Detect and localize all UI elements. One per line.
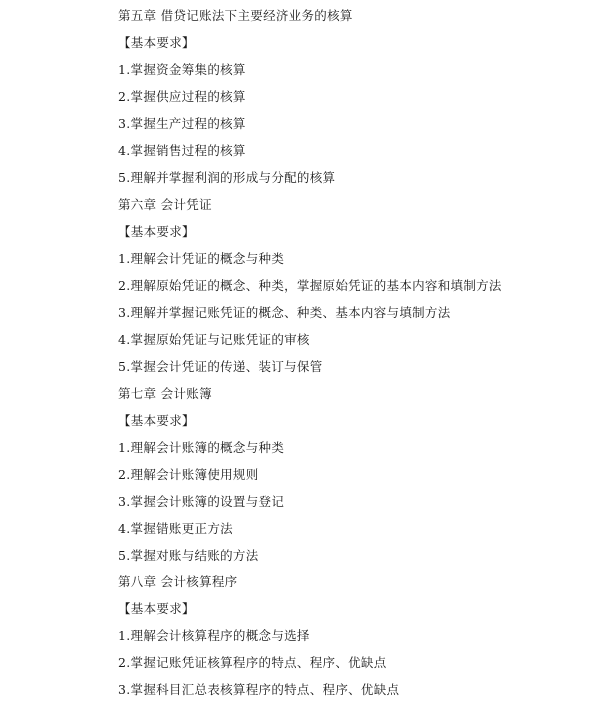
requirements-heading: 【基本要求】 xyxy=(118,601,195,616)
list-item: 4.掌握错账更正方法 xyxy=(118,521,233,536)
list-item: 3.掌握会计账簿的设置与登记 xyxy=(118,494,285,509)
list-item: 1.理解会计核算程序的概念与选择 xyxy=(118,628,310,643)
requirements-heading: 【基本要求】 xyxy=(118,413,195,428)
list-item: 3.掌握生产过程的核算 xyxy=(118,116,246,131)
requirements-heading: 【基本要求】 xyxy=(118,35,195,50)
list-item: 4.掌握销售过程的核算 xyxy=(118,143,246,158)
chapter-title: 第七章 会计账簿 xyxy=(118,386,212,401)
list-item: 1.理解会计账簿的概念与种类 xyxy=(118,440,285,455)
requirements-heading: 【基本要求】 xyxy=(118,224,195,239)
list-item: 2.理解原始凭证的概念、种类，掌握原始凭证的基本内容和填制方法 xyxy=(118,278,502,293)
list-item: 3.掌握科目汇总表核算程序的特点、程序、优缺点 xyxy=(118,682,400,697)
chapter-title: 第八章 会计核算程序 xyxy=(118,574,238,589)
list-item: 5.理解并掌握利润的形成与分配的核算 xyxy=(118,170,336,185)
list-item: 2.掌握记账凭证核算程序的特点、程序、优缺点 xyxy=(118,655,387,670)
list-item: 2.理解会计账簿使用规则 xyxy=(118,467,259,482)
chapter-title: 第六章 会计凭证 xyxy=(118,197,212,212)
list-item: 1.理解会计凭证的概念与种类 xyxy=(118,251,285,266)
list-item: 2.掌握供应过程的核算 xyxy=(118,89,246,104)
list-item: 3.理解并掌握记账凭证的概念、种类、基本内容与填制方法 xyxy=(118,305,451,320)
list-item: 5.掌握对账与结账的方法 xyxy=(118,548,259,563)
chapter-title: 第五章 借贷记账法下主要经济业务的核算 xyxy=(118,8,353,23)
list-item: 4.掌握原始凭证与记账凭证的审核 xyxy=(118,332,310,347)
list-item: 5.掌握会计凭证的传递、装订与保管 xyxy=(118,359,323,374)
list-item: 1.掌握资金筹集的核算 xyxy=(118,62,246,77)
